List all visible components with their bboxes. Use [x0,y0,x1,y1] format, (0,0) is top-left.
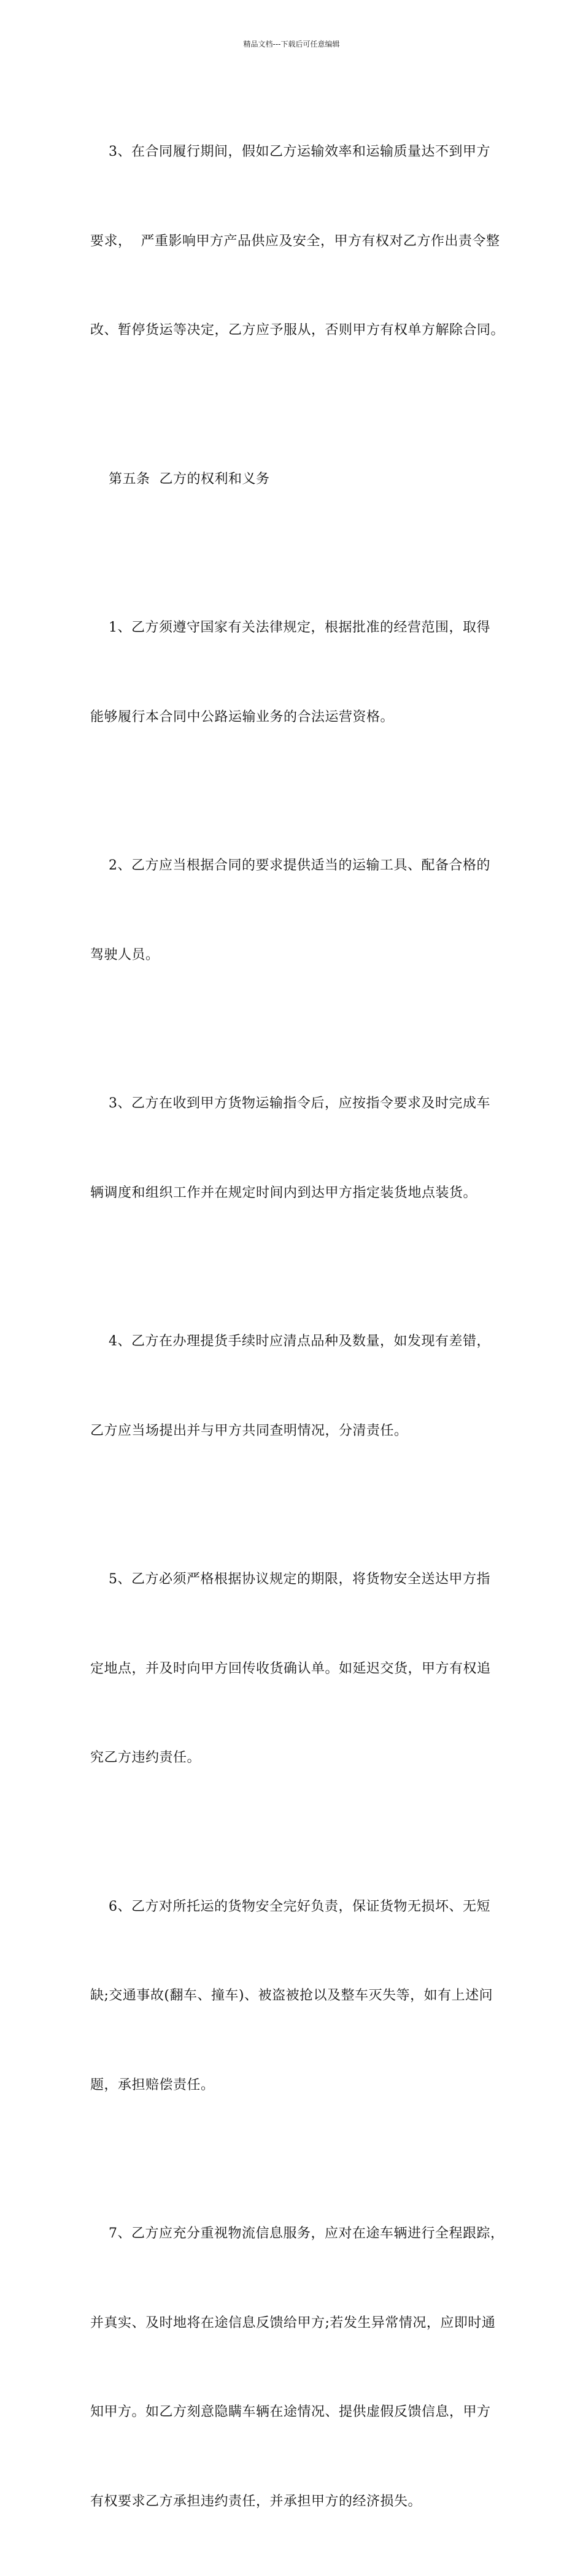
text-line: 并真实、及时地将在途信息反馈给甲方;若发生异常情况，应即时通 [90,2315,496,2331]
section-heading-article-5 [90,405,495,554]
text-line: 能够履行本合同中公路运输业务的合法运营资格。 [90,709,395,725]
text-line: 7、乙方应充分重视物流信息服务，应对在途车辆进行全程跟踪， [90,2226,504,2241]
text-line: 改、暂停货运等决定，乙方应予服从，否则甲方有权单方解除合同。 [90,323,505,338]
text-line: 3、乙方在收到甲方货物运输指令后，应按指令要求及时完成车 [90,1096,490,1111]
text-line: 究乙方违约责任。 [90,1750,201,1765]
text-line: 4、乙方在办理提货手续时应清点品种及数量，如发现有差错， [90,1334,490,1349]
page-header: 精品文档---下载后可任意编辑 [243,40,340,48]
text-line: 2、乙方应当根据合同的要求提供适当的运输工具、配备合格的 [90,858,490,873]
paragraph-clause-5-5 [90,1505,495,1833]
text-line: 有权要求乙方承担违约责任，并承担甲方的经济损失。 [90,2493,422,2509]
text-line: 定地点，并及时向甲方回传收货确认单。如延迟交货，甲方有权追 [90,1661,491,1676]
text-line: 知甲方。如乙方刻意隐瞒车辆在途情况、提供虚假反馈信息，甲方 [90,2404,491,2420]
text-line: 3、在合同履行期间，假如乙方运输效率和运输质量达不到甲方 [90,144,490,159]
paragraph-clause-5-6 [90,1833,495,2160]
text-line: 6、乙方对所托运的货物安全完好负责，保证货物无损坏、无短 [90,1898,490,1914]
document-body [90,78,505,2576]
paragraph-clause-5-3 [90,1030,495,1267]
paragraph-clause-5-4 [90,1267,495,1505]
text-line: 乙方应当场提出并与甲方共同查明情况，分清责任。 [90,1423,408,1439]
text-line: 要求， 严重影响甲方产品供应及安全，甲方有权对乙方作出责令整 [90,233,500,249]
text-line: 第五条 乙方的权利和义务 [90,471,270,487]
text-line: 题，承担赔偿责任。 [90,2077,215,2093]
text-line: 1、乙方须遵守国家有关法律规定，根据批准的经营范围，取得 [90,620,490,635]
paragraph-clause-5-2 [90,792,495,1030]
text-line: 辆调度和组织工作并在规定时间内到达甲方指定装货地点装货。 [90,1185,477,1201]
text-line: 驾驶人员。 [90,947,160,963]
paragraph-clause-4-3 [90,78,505,405]
paragraph-clause-5-1 [90,554,495,792]
text-line: 缺;交通事故(翻车、撞车)、被盗被抢以及整车灭失等，如有上述问 [90,1988,493,2003]
paragraph-clause-5-7 [90,2160,504,2576]
text-line: 5、乙方必须严格根据协议规定的期限，将货物安全送达甲方指 [90,1572,490,1587]
